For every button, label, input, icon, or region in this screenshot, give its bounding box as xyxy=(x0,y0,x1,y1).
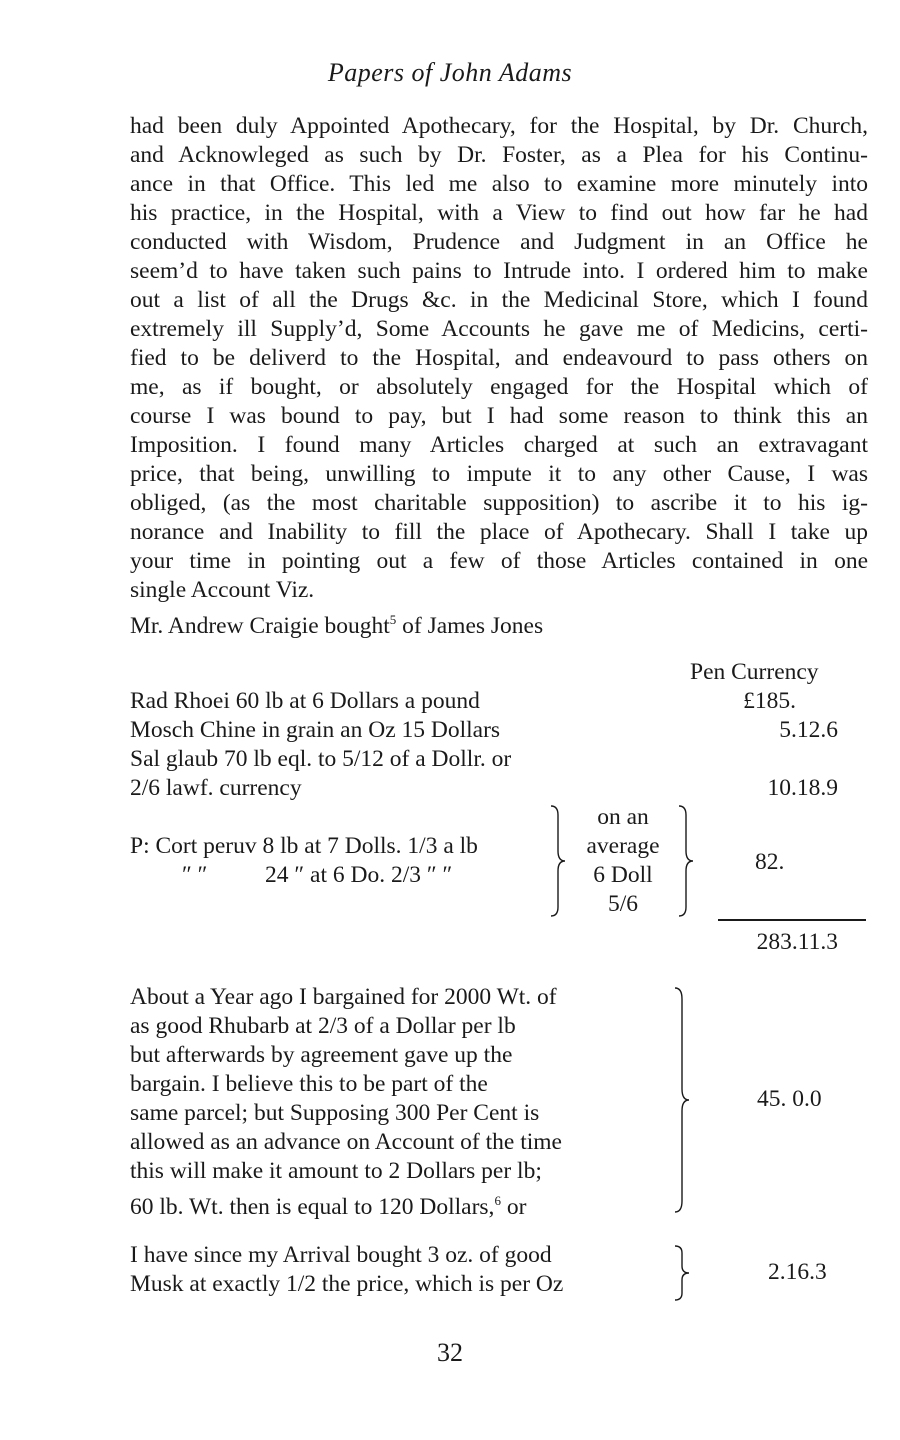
average-note: 5/6 xyxy=(607,891,639,917)
paragraph-line: your time in pointing out a few of those Articles contained in one xyxy=(130,548,868,574)
rhubarb-line: bargain. I believe this to be part of the xyxy=(130,1071,488,1097)
paragraph-line: had been duly Appointed Apothecary, for the Hospital, by Dr. Church, xyxy=(130,113,868,139)
paragraph-line: price, that being, unwilling to impute it to any other Cause, I was xyxy=(130,461,868,487)
paragraph-line: norance and Inability to fill the place of Apothecary. Shall I take up xyxy=(130,519,868,545)
paragraph-line: Imposition. I found many Articles charged at such an extravagant xyxy=(130,432,868,458)
page-number: 32 xyxy=(437,1338,463,1367)
footnote-marker: 6 xyxy=(494,1193,501,1208)
account-intro: Mr. Andrew Craigie bought$^5$ of James Jones xyxy=(130,612,544,639)
paragraph-line: his practice, in the Hospital, with a View to find out how far he had xyxy=(130,200,868,226)
item-description: Sal glaub 70 lb eql. to 5/12 of a Dollr. or xyxy=(130,746,512,772)
paragraph-line: extremely ill Supply’d, Some Accounts he gave me of Medicins, certi- xyxy=(130,316,868,342)
item-amount: 5.12.6 xyxy=(779,717,838,743)
total-amount: 283.11.3 xyxy=(756,929,838,955)
rhubarb-line: same parcel; but Supposing 300 Per Cent is xyxy=(130,1100,540,1126)
left-brace-icon xyxy=(548,803,568,919)
paragraph-line: and Acknowleged as such by Dr. Foster, as a Plea for his Continu- xyxy=(130,142,868,168)
rhubarb-line: 60 lb. Wt. then is equal to 120 Dollars,$^6$ or xyxy=(130,1193,527,1220)
rhubarb-line: this will make it amount to 2 Dollars per lb; xyxy=(130,1158,542,1184)
paragraph-line: course I was bound to pay, but I had some reason to think this an xyxy=(130,403,868,429)
average-note: 6 Doll xyxy=(593,862,653,888)
paragraph-line: conducted with Wisdom, Prudence and Judgment in an Office he xyxy=(130,229,868,255)
rhubarb-line: About a Year ago I bargained for 2000 Wt. of xyxy=(130,984,557,1010)
musk-amount: 2.16.3 xyxy=(768,1259,827,1285)
currency-header: Pen Currency xyxy=(690,659,819,685)
paragraph-line: single Account Viz. xyxy=(130,577,315,603)
item-amount: £185. xyxy=(743,688,796,714)
cort-line: P: Cort peruv 8 lb at 7 Dolls. 1/3 a lb xyxy=(130,833,478,859)
footnote-marker: 5 xyxy=(389,612,397,627)
item-description: 2/6 lawf. currency xyxy=(130,775,302,801)
right-brace-icon xyxy=(676,803,696,919)
rhubarb-line: but afterwards by agreement gave up the xyxy=(130,1042,513,1068)
paragraph-line: me, as if bought, or absolutely engaged for the Hospital which of xyxy=(130,374,868,400)
paragraph-line: obliged, (as the most charitable supposition) to ascribe it to his ig- xyxy=(130,490,868,516)
cort-line: 24 ″ at 6 Do. 2/3 ″ ″ xyxy=(265,862,453,888)
body-paragraph xyxy=(130,112,868,639)
rhubarb-line: allowed as an advance on Account of the time xyxy=(130,1129,562,1155)
right-brace-icon xyxy=(672,985,692,1215)
rhubarb-amount: 45. 0.0 xyxy=(757,1086,822,1112)
item-amount: 10.18.9 xyxy=(767,775,838,801)
paragraph-line: fied to be deliverd to the Hospital, and endeavourd to pass others on xyxy=(130,345,868,371)
musk-line: Musk at exactly 1/2 the price, which is per Oz xyxy=(130,1271,564,1297)
running-header: Papers of John Adams xyxy=(327,58,573,87)
item-description: Rad Rhoei 60 lb at 6 Dollars a pound xyxy=(130,688,480,714)
musk-line: I have since my Arrival bought 3 oz. of good xyxy=(130,1242,552,1268)
average-note: on an xyxy=(597,804,649,830)
paragraph-line: ance in that Office. This led me also to examine more minutely into xyxy=(130,171,868,197)
average-note: average xyxy=(586,833,660,859)
item-amount: 82. xyxy=(755,849,785,875)
ditto-marks: ″ ″ xyxy=(182,862,208,888)
item-description: Mosch Chine in grain an Oz 15 Dollars xyxy=(130,717,501,743)
rhubarb-line: as good Rhubarb at 2/3 of a Dollar per lb xyxy=(130,1013,516,1039)
paragraph-line: out a list of all the Drugs &c. in the Medicinal Store, which I found xyxy=(130,287,868,313)
right-brace-icon xyxy=(672,1243,692,1303)
total-rule xyxy=(718,919,866,921)
paragraph-line: seem’d to have taken such pains to Intrude into. I ordered him to make xyxy=(130,258,868,284)
